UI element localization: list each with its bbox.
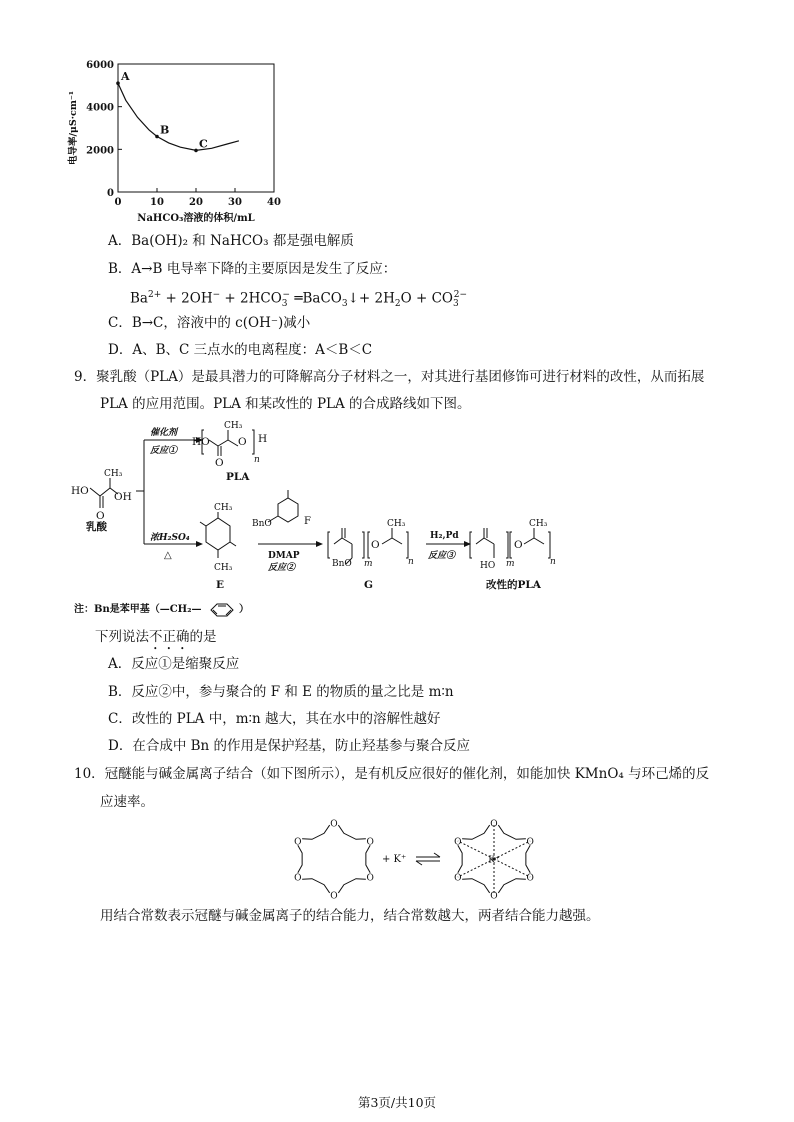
crown-ether-bond bbox=[302, 879, 330, 893]
pla-n: n bbox=[254, 455, 260, 465]
crown-ether-bond bbox=[302, 825, 330, 839]
equation-part: O + CO bbox=[400, 290, 453, 307]
k-ion-center: K⁺ bbox=[488, 855, 500, 866]
q8-option-a: A．Ba(OH)₂ 和 NaHCO₃ 都是强电解质 bbox=[108, 233, 354, 249]
equation-part: 3 bbox=[341, 299, 348, 310]
equation-part: 2− bbox=[453, 290, 467, 300]
e-ch3-top: CH₃ bbox=[214, 503, 233, 513]
catalyst-label: 催化剂 bbox=[150, 428, 178, 438]
q9-option-b: B．反应②中，参与聚合的 F 和 E 的物质的量之比是 m∶n bbox=[108, 684, 454, 700]
plot-frame bbox=[118, 64, 274, 192]
crown-ether-bond bbox=[338, 825, 366, 839]
q9-option-a: A．反应①是缩聚反应 bbox=[108, 656, 240, 672]
data-point-B bbox=[155, 135, 159, 139]
crown-ether-bond bbox=[462, 825, 490, 839]
data-point-C bbox=[194, 149, 198, 153]
equation-part: 3 bbox=[281, 299, 288, 310]
q8-option-d: D．A、B、C 三点水的电离程度：A＜B＜C bbox=[108, 342, 373, 358]
dmap-label: DMAP bbox=[268, 551, 300, 561]
lactic-acid-oh: OH bbox=[114, 491, 132, 503]
modified-o: O bbox=[514, 539, 523, 551]
q8-option-c: C．B→C，溶液中的 c(OH⁻)减小 bbox=[108, 315, 311, 331]
pla-ch3: CH₃ bbox=[224, 421, 243, 431]
oxygen-atom: O bbox=[294, 873, 302, 884]
y-tick-label: 4000 bbox=[86, 102, 114, 114]
q9-prompt: 下列说法不正确的是 bbox=[95, 629, 217, 645]
point-label-C: C bbox=[199, 137, 208, 151]
oxygen-atom: O bbox=[490, 891, 498, 902]
modified-ch3: CH₃ bbox=[529, 519, 548, 529]
page-footer: 第3页/共10页 bbox=[357, 1095, 437, 1110]
conc-h2so4-label: 浓H₂SO₄ bbox=[150, 533, 190, 543]
equation-part: Ba bbox=[130, 290, 148, 307]
conductivity-chart bbox=[62, 52, 302, 232]
oxygen-atom: O bbox=[366, 873, 374, 884]
pla-o: O bbox=[238, 436, 247, 448]
oxygen-atom: O bbox=[454, 873, 462, 884]
oxygen-atom: O bbox=[490, 819, 498, 830]
lactic-acid-o: O bbox=[96, 510, 105, 522]
modified-m: m bbox=[506, 559, 515, 569]
modified-ho: HO bbox=[480, 561, 496, 571]
oxygen-atom: O bbox=[454, 837, 462, 848]
pla-ho: HO bbox=[192, 436, 210, 448]
equation-part: + 2HCO bbox=[220, 290, 282, 307]
reaction1-label: 反应① bbox=[150, 446, 178, 456]
bn-note: 注：Bn是苯甲基（—CH₂— ） bbox=[74, 600, 249, 618]
benzene-ring-icon bbox=[205, 602, 239, 618]
crown-ether-bond bbox=[338, 879, 366, 893]
crown-ether-bond bbox=[458, 845, 462, 872]
crown-ether-bond bbox=[462, 879, 490, 893]
e-label: E bbox=[216, 579, 225, 591]
oxygen-atom: O bbox=[330, 891, 338, 902]
g-o: O bbox=[371, 539, 380, 551]
y-tick-label: 0 bbox=[107, 188, 114, 199]
pla-synthesis-scheme bbox=[66, 418, 586, 598]
lactic-acid-ho: HO bbox=[71, 485, 89, 497]
e-ch3-bottom: CH₃ bbox=[214, 563, 233, 573]
crown-ether-bond bbox=[498, 879, 526, 893]
q8-option-b: B．A→B 电导率下降的主要原因是发生了反应： bbox=[108, 261, 397, 277]
h2pd-label: H₂,Pd bbox=[430, 531, 459, 541]
q9-option-c: C．改性的 PLA 中，m∶n 越大，其在水中的溶解性越好 bbox=[108, 711, 441, 727]
crown-ether-bond bbox=[498, 825, 526, 839]
q9-stem-line1: 9．聚乳酸（PLA）是最具潜力的可降解高分子材料之一，对其进行基团修饰可进行材料的改性，从而拓展 bbox=[74, 369, 705, 385]
g-ch3: CH₃ bbox=[387, 519, 406, 529]
x-tick-label: 30 bbox=[228, 197, 242, 208]
x-axis-label: NaHCO₃溶液的体积/mL bbox=[137, 213, 255, 224]
reaction3-label: 反应③ bbox=[428, 551, 456, 561]
pla-h: H bbox=[258, 433, 268, 445]
g-m: m bbox=[364, 559, 373, 569]
q9-option-d: D．在合成中 Bn 的作用是保护羟基，防止羟基参与聚合反应 bbox=[108, 738, 471, 754]
f-bno: BnO bbox=[252, 519, 272, 529]
equation-part: 2 bbox=[394, 299, 401, 310]
g-bno: BnO bbox=[332, 559, 352, 569]
y-tick-label: 2000 bbox=[86, 145, 114, 157]
x-tick-label: 0 bbox=[114, 197, 122, 208]
point-label-B: B bbox=[160, 123, 170, 137]
equation-part: − bbox=[212, 290, 221, 300]
y-axis-label: 电导率/μS·cm⁻¹ bbox=[68, 90, 79, 166]
data-point-A bbox=[116, 81, 120, 85]
point-label-A: A bbox=[121, 70, 130, 84]
modified-n: n bbox=[550, 557, 556, 567]
pla-label: PLA bbox=[226, 471, 250, 483]
equation-part: ↓+ 2H bbox=[347, 290, 395, 307]
f-label: F bbox=[304, 516, 311, 527]
lactic-acid-label: 乳酸 bbox=[86, 521, 107, 533]
g-n: n bbox=[408, 557, 414, 567]
x-tick-label: 10 bbox=[150, 197, 164, 208]
oxygen-atom: O bbox=[526, 873, 534, 884]
oxygen-atom: O bbox=[526, 837, 534, 848]
q10-stem-line1: 10．冠醚能与碱金属离子结合（如下图所示），是有机反应很好的催化剂，如能加快 KMnO₄ 与环己烯的反 bbox=[74, 766, 710, 782]
equation-part: − bbox=[282, 290, 291, 300]
delta-label: △ bbox=[164, 550, 172, 561]
lactic-acid-ch3: CH₃ bbox=[104, 469, 123, 479]
x-tick-label: 20 bbox=[189, 197, 203, 208]
crown-ether-bond bbox=[366, 845, 370, 872]
oxygen-atom: O bbox=[366, 837, 374, 848]
reaction2-label: 反应② bbox=[268, 563, 296, 573]
x-tick-label: 40 bbox=[267, 197, 281, 208]
modified-pla-label: 改性的PLA bbox=[486, 579, 541, 591]
equation-part: + 2OH bbox=[161, 290, 213, 307]
q9-stem-line2: PLA 的应用范围。PLA 和某改性的 PLA 的合成路线如下图。 bbox=[100, 396, 471, 412]
q8-option-b-equation bbox=[130, 286, 467, 313]
oxygen-atom: O bbox=[294, 837, 302, 848]
crown-ether-bond bbox=[298, 845, 302, 872]
equation-part: 3 bbox=[452, 299, 459, 310]
q10-stem-line2: 应速率。 bbox=[100, 794, 154, 810]
crown-ether-diagram bbox=[284, 815, 554, 905]
plus-k-label: + K⁺ bbox=[382, 854, 407, 865]
g-label: G bbox=[364, 579, 373, 591]
y-tick-label: 6000 bbox=[86, 60, 114, 71]
pla-o-carbonyl: O bbox=[215, 457, 224, 469]
crown-ether-bond bbox=[526, 845, 530, 872]
bn-note-text: 注：Bn是苯甲基（—CH₂— bbox=[74, 604, 202, 615]
equation-part: ═BaCO bbox=[290, 290, 342, 307]
conductivity-curve bbox=[118, 83, 239, 150]
q10-stem-line3: 用结合常数表示冠醚与碱金属离子的结合能力，结合常数越大，两者结合能力越强。 bbox=[100, 908, 600, 924]
oxygen-atom: O bbox=[330, 819, 338, 830]
equation-part: 2+ bbox=[147, 290, 162, 300]
